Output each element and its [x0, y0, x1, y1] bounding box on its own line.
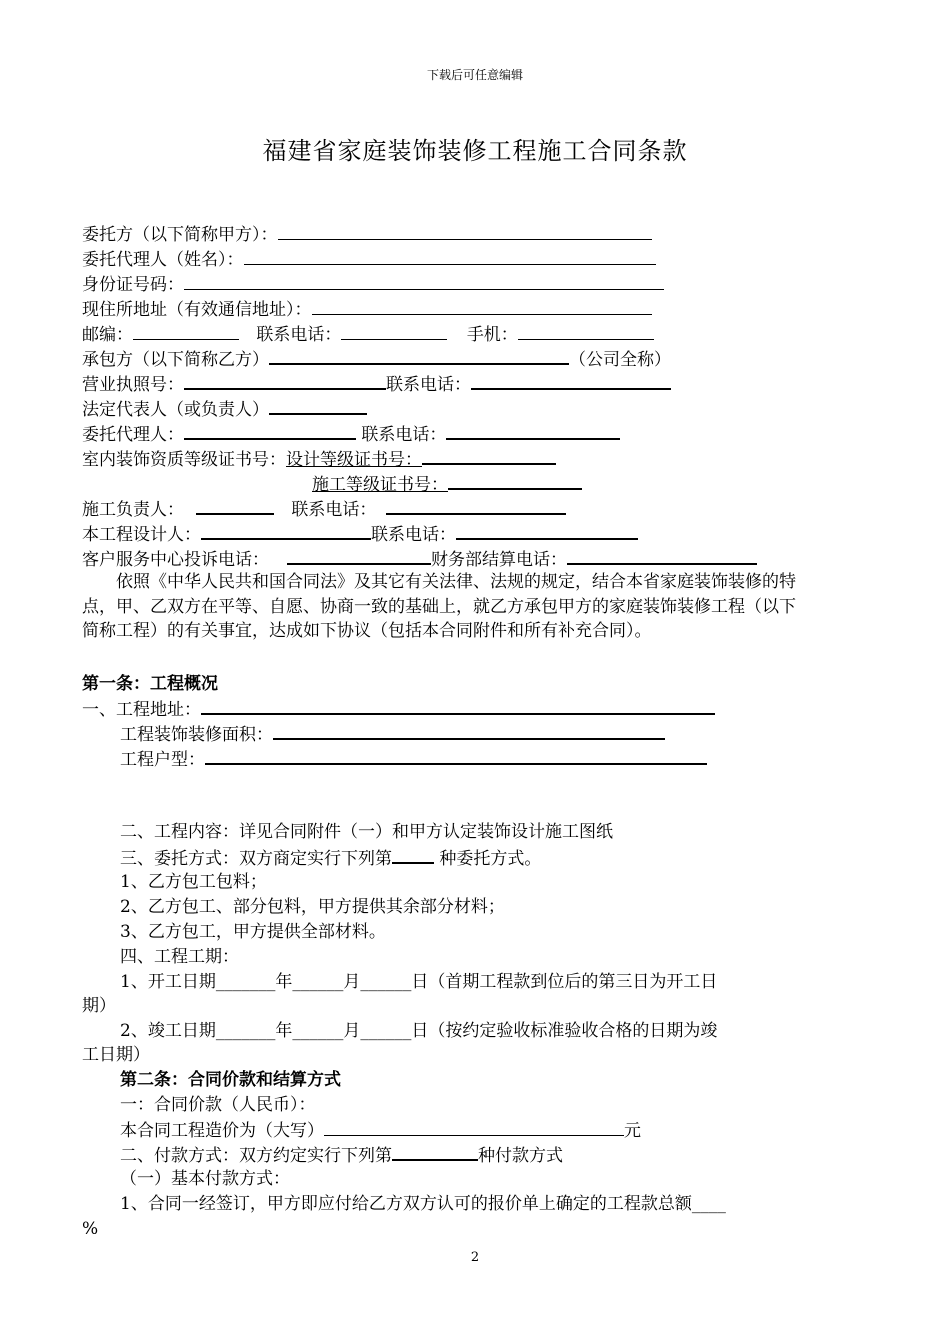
mode-suffix: 种委托方式。 [434, 849, 542, 869]
client-field[interactable] [278, 222, 652, 240]
phone5-label: 联系电话： [371, 525, 456, 545]
license-line [82, 371, 671, 395]
preamble-paragraph: 依照《中华人民共和国合同法》及其它有关法律、法规的规定，结合本省家庭装饰装修的特点，甲、乙双方在平等、自愿、协商一致的基础上，就乙方承包甲方的家庭装饰装修工程（以下简称工程）的有关事宜，达成如下协议（包括本合同附件和所有补充合同）。 [82, 572, 796, 641]
mode-option-2: 2、乙方包工、部分包料，甲方提供其余部分材料； [120, 897, 505, 917]
complaint-line [82, 546, 757, 570]
client-line [82, 222, 652, 246]
payment-mode-label: 二、付款方式：双方约定实行下列第 [120, 1146, 392, 1166]
unit-type-field[interactable] [205, 746, 707, 765]
project-address-line [82, 696, 715, 720]
project-address-field[interactable] [201, 696, 715, 715]
complaint-label: 客户服务中心投诉电话： [82, 550, 269, 570]
project-address-label: 一、工程地址： [82, 700, 201, 720]
site-manager-field[interactable] [196, 496, 274, 515]
site-manager-label: 施工负责人： [82, 500, 184, 520]
end-date-line: 2、竣工日期_______年______月______日（按约定验收标准验收合格的日期为竣 [120, 1021, 718, 1041]
unit-type-label: 工程户型： [120, 750, 205, 770]
end-date-line-cont: 工日期） [82, 1045, 150, 1065]
price-heading: 一：合同价款（人民币）： [120, 1095, 316, 1115]
legal-rep-line [82, 396, 367, 420]
agent2-label: 委托代理人： [82, 425, 184, 445]
area-line [120, 721, 665, 745]
postcode-field[interactable] [133, 322, 239, 340]
address-field[interactable] [312, 297, 652, 315]
finance-label: 财务部结算电话： [431, 550, 567, 570]
page-header: 下载后可任意编辑 [426, 68, 523, 82]
start-date-line-cont: 期） [82, 996, 116, 1016]
design-cert-field[interactable] [422, 446, 556, 465]
phone4-field[interactable] [386, 496, 566, 515]
legal-rep-label: 法定代表人（或负责人） [82, 400, 269, 420]
start-date-line: 1、开工日期_______年______月______日（首期工程款到位后的第三日为开工日 [120, 972, 718, 992]
phone3-field[interactable] [446, 421, 620, 440]
site-manager-line [82, 496, 566, 520]
payment-mode-line [120, 1142, 563, 1166]
mode-option-1: 1、乙方包工包料； [120, 872, 267, 892]
address-label: 现住所地址（有效通信地址）： [82, 300, 312, 320]
designer-label: 本工程设计人： [82, 525, 201, 545]
company-full-label: （公司全称） [569, 350, 671, 370]
page-number: 2 [470, 1250, 480, 1265]
phone2-field[interactable] [471, 371, 671, 390]
area-field[interactable] [273, 721, 665, 740]
postcode-label: 邮编： [82, 325, 133, 345]
contractor-label: 承包方（以下简称乙方） [82, 350, 269, 370]
mode-label: 三、委托方式：双方商定实行下列第 [120, 849, 392, 869]
phone3-label: 联系电话： [361, 425, 447, 445]
id-line [82, 272, 664, 296]
address-line [82, 297, 652, 321]
document-title: 福建省家庭装饰装修工程施工合同条款 [262, 137, 688, 165]
contractor-line [82, 346, 671, 370]
basic-payment-heading: （一）基本付款方式： [120, 1169, 290, 1189]
mobile-field[interactable] [518, 322, 654, 340]
article1-heading: 第一条：工程概况 [82, 674, 218, 694]
content-line: 二、工程内容：详见合同附件（一）和甲方认定装饰设计施工图纸 [120, 822, 613, 842]
postcode-line [82, 322, 654, 346]
client-label: 委托方（以下简称甲方）： [82, 225, 278, 245]
period-heading: 四、工程工期： [120, 947, 239, 967]
payment-mode-suffix: 种付款方式 [478, 1146, 563, 1166]
phone4-label: 联系电话： [291, 500, 377, 520]
agent2-field[interactable] [184, 421, 356, 440]
id-field[interactable] [184, 272, 664, 290]
cost-field[interactable] [324, 1118, 624, 1136]
agent2-line [82, 421, 620, 445]
client-agent-label: 委托代理人（姓名）： [82, 250, 244, 270]
area-label: 工程装饰装修面积： [120, 725, 273, 745]
client-agent-line [82, 247, 656, 271]
mode-line [120, 845, 541, 869]
designer-field[interactable] [201, 521, 371, 540]
unit-type-line [120, 746, 707, 770]
phone-label: 联系电话： [256, 325, 342, 345]
payment-item-1-cont: % [82, 1219, 99, 1239]
designer-line [82, 521, 638, 545]
finance-field[interactable] [567, 546, 757, 565]
cost-unit: 元 [624, 1121, 641, 1141]
build-cert-line [312, 471, 582, 495]
client-agent-field[interactable] [244, 247, 656, 265]
cost-line [120, 1118, 641, 1142]
qualification-line [82, 446, 556, 470]
article2-heading: 第二条：合同价款和结算方式 [120, 1070, 341, 1090]
design-cert-label: 设计等级证书号： [286, 450, 422, 470]
contractor-field[interactable] [269, 346, 569, 365]
phone-field[interactable] [341, 322, 447, 340]
id-label: 身份证号码： [82, 275, 184, 295]
build-cert-label: 施工等级证书号： [312, 475, 448, 495]
mode-field[interactable] [392, 845, 434, 864]
phone5-field[interactable] [456, 521, 638, 540]
mobile-label: 手机： [466, 325, 518, 345]
phone2-label: 联系电话： [386, 375, 471, 395]
qualification-label: 室内装饰资质等级证书号： [82, 450, 286, 470]
payment-item-1: 1、合同一经签订，甲方即应付给乙方双方认可的报价单上确定的工程款总额____ [120, 1194, 726, 1214]
complaint-field[interactable] [287, 546, 431, 565]
license-label: 营业执照号： [82, 375, 184, 395]
build-cert-field[interactable] [448, 471, 582, 490]
cost-label: 本合同工程造价为（大写） [120, 1121, 324, 1141]
legal-rep-field[interactable] [269, 396, 367, 415]
mode-option-3: 3、乙方包工，甲方提供全部材料。 [120, 922, 386, 942]
license-field[interactable] [184, 371, 386, 390]
payment-mode-field[interactable] [392, 1142, 478, 1161]
